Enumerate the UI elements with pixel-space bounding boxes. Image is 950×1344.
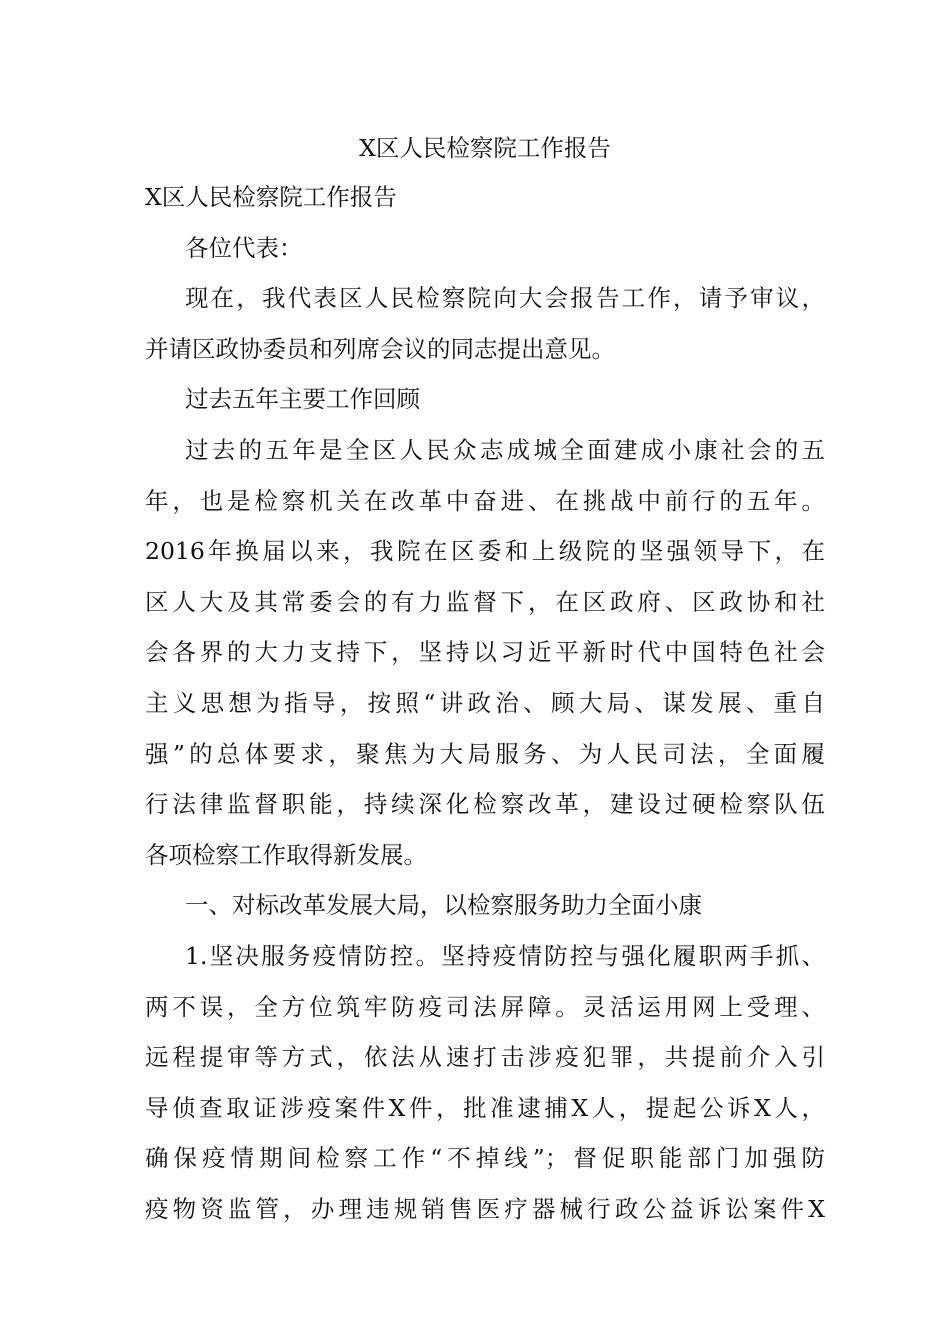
text-line: 两不误，全方位筑牢防疫司法屏障。灵活运用网上受理、 — [145, 992, 825, 1021]
text-line: 各位代表： — [185, 233, 303, 262]
text-line: 远程提审等方式，依法从速打击涉疫犯罪，共提前介入引 — [145, 1043, 825, 1072]
text-line: 一、对标改革发展大局，以检察服务助力全面小康 — [185, 891, 702, 920]
text-line: 区人大及其常委会的有力监督下，在区政府、区政协和社 — [145, 587, 825, 616]
text-line: 1.坚决服务疫情防控。坚持疫情防控与强化履职两手抓、 — [185, 941, 825, 970]
text-line: 强”的总体要求，聚焦为大局服务、为人民司法，全面履 — [145, 739, 825, 768]
paragraph-lines — [145, 172, 825, 1234]
text-line: 会各界的大力支持下，坚持以习近平新时代中国特色社会 — [145, 638, 825, 667]
document-title: X区人民检察院工作报告 — [359, 134, 611, 162]
text-line: 2016年换届以来，我院在区委和上级院的坚强领导下，在 — [145, 537, 825, 566]
text-line: 过去的五年是全区人民众志成城全面建成小康社会的五 — [185, 435, 825, 464]
text-line: X区人民检察院工作报告 — [145, 183, 397, 211]
text-line: 现在，我代表区人民检察院向大会报告工作，请予审议， — [185, 284, 825, 313]
text-line: 过去五年主要工作回顾 — [185, 385, 420, 414]
text-line: 各项检察工作取得新发展。 — [145, 840, 427, 869]
text-line: 并请区政协委员和列席会议的同志提出意见。 — [145, 334, 615, 363]
text-line: 确保疫情期间检察工作“不掉线”；督促职能部门加强防 — [145, 1144, 825, 1173]
text-line: 主义思想为指导，按照“讲政治、顾大局、谋发展、重自 — [145, 688, 825, 717]
text-line: 疫物资监管，办理违规销售医疗器械行政公益诉讼案件X — [145, 1194, 825, 1223]
text-line: 年，也是检察机关在改革中奋进、在挑战中前行的五年。 — [145, 486, 825, 515]
document-body — [145, 124, 825, 1234]
text-line: 行法律监督职能，持续深化检察改革，建设过硬检察队伍 — [145, 790, 825, 819]
text-line: 导侦查取证涉疫案件X件，批准逮捕X人，提起公诉X人， — [145, 1093, 825, 1122]
